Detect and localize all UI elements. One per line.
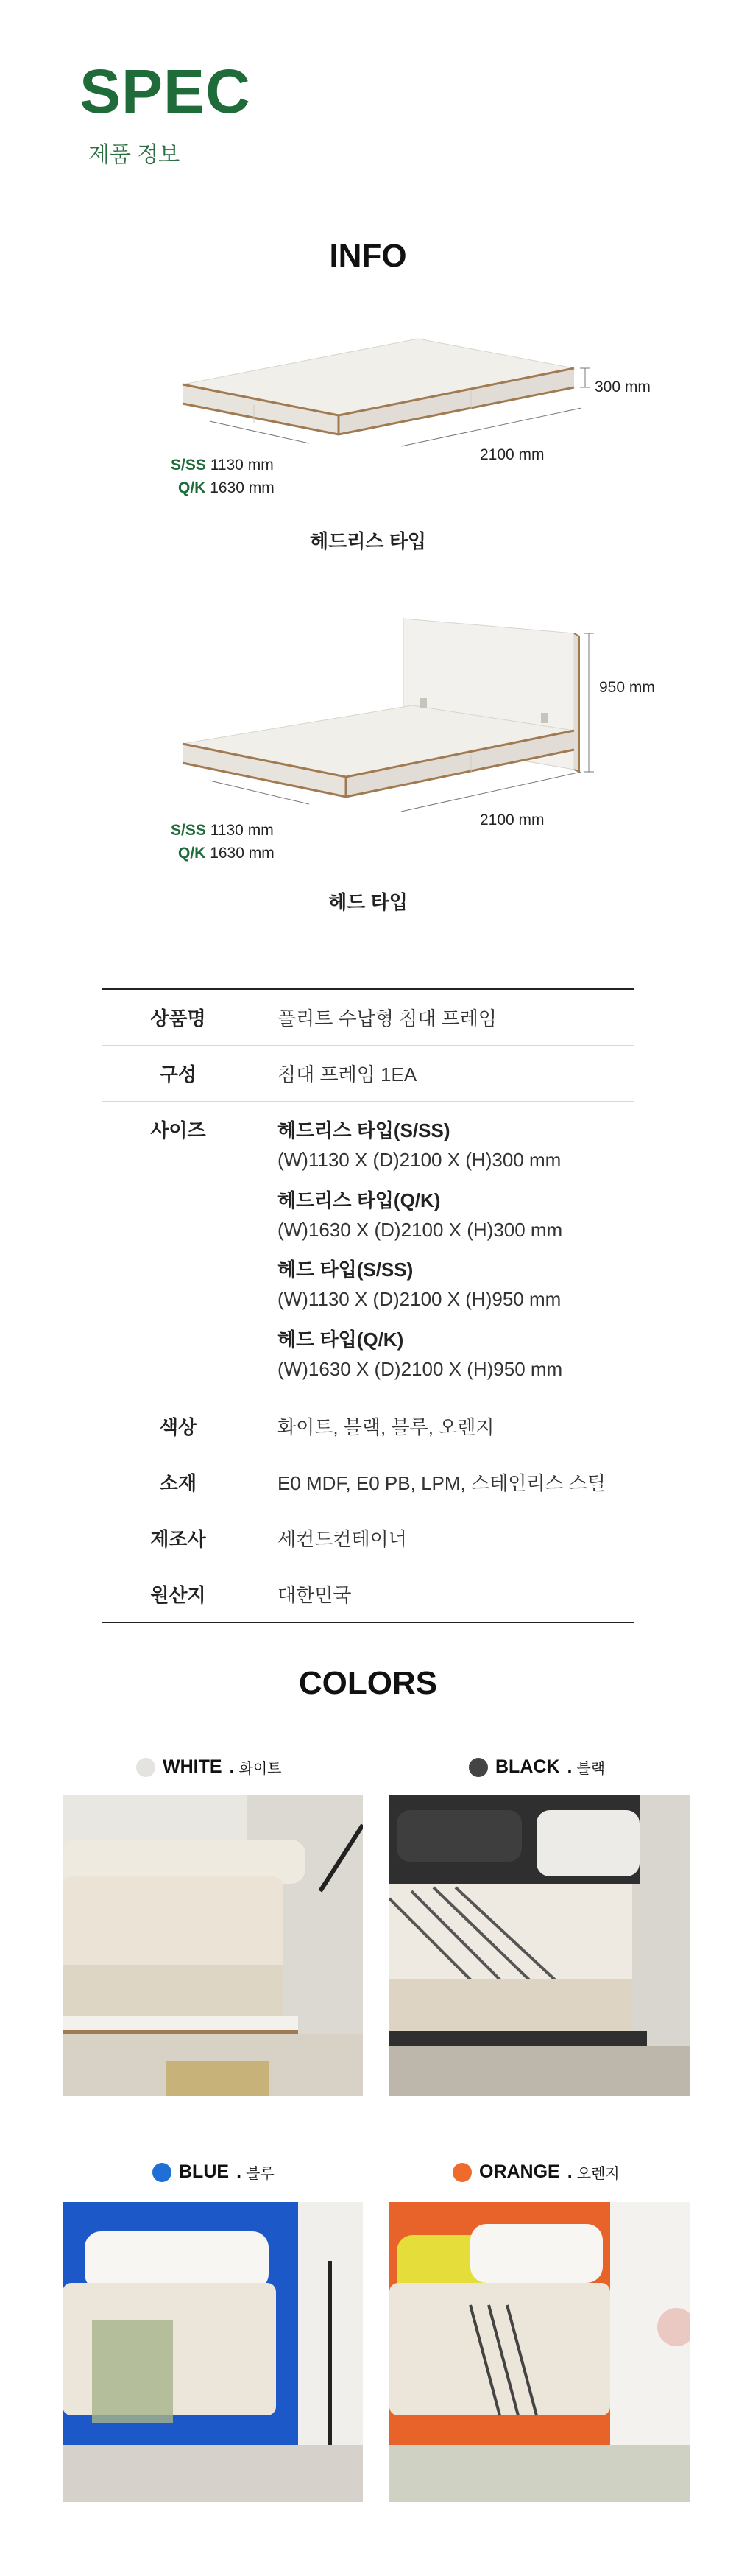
- row-value: 플리트 수납형 침대 프레임: [277, 1007, 497, 1030]
- color-label-white: WHITE . 화이트: [136, 1756, 281, 1778]
- row-key: 원산지: [150, 1584, 206, 1607]
- size-entry: 헤드 타입(S/SS) (W)1130 X (D)2100 X (H)950 mm: [277, 1259, 562, 1311]
- color-label-blue: BLUE . 블루: [152, 2161, 275, 2183]
- row-key: 구성: [159, 1063, 197, 1085]
- head-depth-label: 2100 mm: [480, 812, 545, 828]
- photo-orange-bed: [389, 2202, 690, 2502]
- photo-black-bed: [389, 1795, 690, 2096]
- table-row: [102, 1102, 634, 1398]
- table-row: [102, 1566, 634, 1622]
- row-value: 화이트, 블랙, 블루, 오렌지: [277, 1416, 495, 1439]
- row-value: 침대 프레임 1EA: [277, 1063, 417, 1085]
- colors-heading: COLORS: [298, 1665, 438, 1701]
- headless-caption: 헤드리스 타입: [310, 530, 426, 552]
- color-label-orange: ORANGE . 오렌지: [453, 2161, 620, 2183]
- row-key: 상품명: [150, 1007, 206, 1030]
- table-row: [102, 990, 634, 1046]
- headless-depth-label: 2100 mm: [480, 446, 545, 463]
- info-heading: INFO: [329, 238, 407, 274]
- photo-white-bed: [63, 1795, 363, 2096]
- headless-width-qk: Q/K 1630 mm: [178, 479, 275, 496]
- table-row: [102, 1046, 634, 1102]
- head-height-label: 950 mm: [599, 679, 655, 696]
- row-key: 소재: [159, 1472, 197, 1495]
- head-width-qk: Q/K 1630 mm: [178, 845, 275, 862]
- color-label-black: BLACK . 블랙: [469, 1756, 605, 1778]
- page-subtitle: 제품 정보: [88, 143, 180, 167]
- blue-swatch-dot: [152, 2163, 171, 2182]
- photo-blue-bed: [63, 2202, 363, 2502]
- orange-swatch-dot: [453, 2163, 472, 2182]
- table-row: [102, 1454, 634, 1510]
- row-key: 색상: [159, 1416, 197, 1439]
- row-key: 사이즈: [150, 1119, 206, 1141]
- headless-height-label: 300 mm: [595, 379, 651, 395]
- table-row: [102, 1510, 634, 1566]
- size-entry: 헤드 타입(Q/K) (W)1630 X (D)2100 X (H)950 mm: [277, 1328, 563, 1381]
- head-bed-diagram: [0, 604, 736, 840]
- size-entry: 헤드리스 타입(Q/K) (W)1630 X (D)2100 X (H)300 mm: [277, 1189, 563, 1241]
- table-row: [102, 1398, 634, 1454]
- row-value: 세컨드컨테이너: [277, 1528, 407, 1551]
- head-width-ss: S/SS 1130 mm: [171, 822, 274, 839]
- page-title: SPEC: [79, 57, 251, 126]
- headless-bed-diagram: [0, 317, 736, 508]
- black-swatch-dot: [469, 1758, 488, 1777]
- size-entry: 헤드리스 타입(S/SS) (W)1130 X (D)2100 X (H)300 mm: [277, 1119, 562, 1172]
- white-swatch-dot: [136, 1758, 155, 1777]
- headless-width-ss: S/SS 1130 mm: [171, 457, 274, 474]
- spec-table: [102, 988, 634, 1623]
- row-value: 대한민국: [277, 1584, 352, 1607]
- row-value: [254, 1102, 634, 1398]
- head-caption: 헤드 타입: [328, 891, 408, 913]
- row-value: E0 MDF, E0 PB, LPM, 스테인리스 스틸: [277, 1472, 606, 1495]
- row-key: 제조사: [150, 1528, 206, 1551]
